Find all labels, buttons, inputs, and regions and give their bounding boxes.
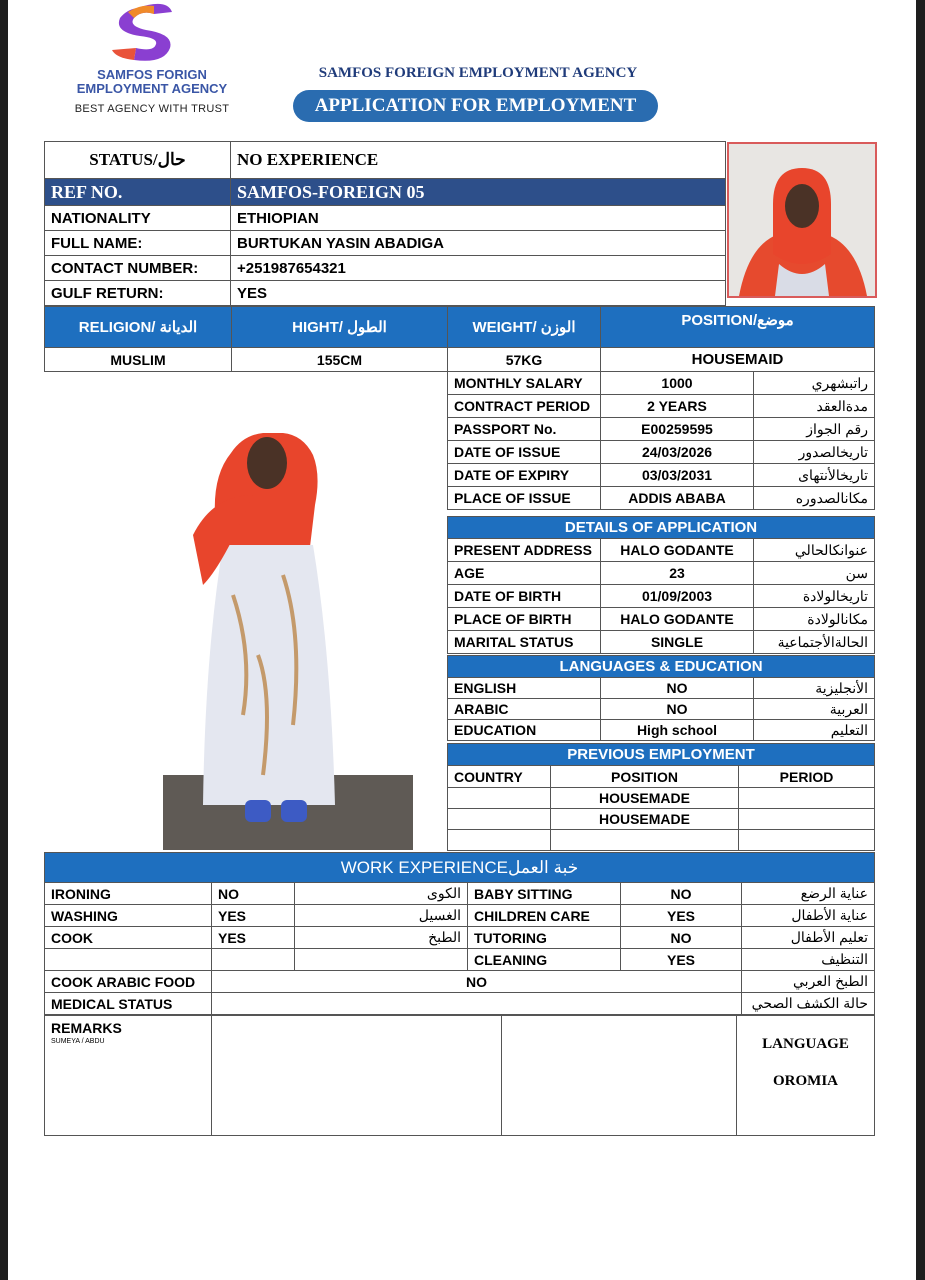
form-title: APPLICATION FOR EMPLOYMENT <box>293 90 658 122</box>
cook-arabic-ar: الطبخ العربي <box>742 971 875 993</box>
remarks-blank-2 <box>502 1016 737 1136</box>
prev-header-position: POSITION <box>551 766 739 788</box>
prev-country <box>448 809 551 830</box>
agency-name: SAMFOS FOREIGN EMPLOYMENT AGENCY <box>318 65 638 81</box>
previous-employment-row <box>448 788 875 809</box>
logo-line2: EMPLOYMENT AGENCY <box>76 81 228 96</box>
language-cell <box>737 1016 875 1136</box>
contact-label: CONTACT NUMBER: <box>45 256 231 281</box>
language-row <box>448 699 875 720</box>
prev-header-country: COUNTRY <box>448 766 551 788</box>
detail-row <box>448 441 875 464</box>
application-label: DATE OF BIRTH <box>448 585 601 608</box>
gulf-value: YES <box>231 281 726 306</box>
remarks-blank-1 <box>212 1016 502 1136</box>
work-l-ar: الغسيل <box>295 905 468 927</box>
contact-value: +251987654321 <box>231 256 726 281</box>
language-value: NO <box>601 699 754 720</box>
application-ar: الحالةالأجتماعية <box>754 631 875 654</box>
fullname-label: FULL NAME: <box>45 231 231 256</box>
detail-ar: تاريخالأنتهاى <box>754 464 875 487</box>
status-label: STATUS/حال <box>45 142 231 179</box>
work-r-value: NO <box>621 883 742 905</box>
ref-value: SAMFOS-FOREIGN 05 <box>231 179 726 206</box>
work-l-ar: الطبخ <box>295 927 468 949</box>
application-table <box>447 516 875 654</box>
previous-employment-row <box>448 830 875 851</box>
application-label: PLACE OF BIRTH <box>448 608 601 631</box>
work-row <box>45 949 875 971</box>
medical-ar: حالة الكشف الصحي <box>742 993 875 1015</box>
medical-value <box>212 993 742 1015</box>
work-section-title: WORK EXPERIENCEخبة العمل <box>45 853 875 883</box>
work-r-label: BABY SITTING <box>468 883 621 905</box>
work-l-label: WASHING <box>45 905 212 927</box>
application-page <box>8 0 916 1280</box>
detail-row <box>448 464 875 487</box>
work-l-value: YES <box>212 927 295 949</box>
logo-tagline: BEST AGENCY WITH TRUST <box>74 103 230 115</box>
ref-label: REF NO. <box>45 179 231 206</box>
application-row <box>448 631 875 654</box>
previous-employment-table <box>447 743 875 851</box>
remarks-note: SUMEYA / ABDU <box>51 1038 105 1045</box>
work-l-value: YES <box>212 905 295 927</box>
work-l-ar <box>295 949 468 971</box>
detail-value: 24/03/2026 <box>601 441 754 464</box>
religion-label: RELIGION/ الديانة <box>45 307 232 348</box>
detail-value: E00259595 <box>601 418 754 441</box>
work-l-value: NO <box>212 883 295 905</box>
languages-section-title: LANGUAGES & EDUCATION <box>448 656 875 678</box>
work-l-ar: الكوى <box>295 883 468 905</box>
work-r-label: TUTORING <box>468 927 621 949</box>
language-label: EDUCATION <box>448 720 601 741</box>
language-label: LANGUAGE <box>762 1036 849 1052</box>
remarks-cell <box>45 1016 212 1136</box>
application-ar: مكانالولادة <box>754 608 875 631</box>
detail-label: DATE OF EXPIRY <box>448 464 601 487</box>
work-r-value: YES <box>621 905 742 927</box>
previous-employment-row <box>448 809 875 830</box>
detail-ar: رقم الجواز <box>754 418 875 441</box>
application-row <box>448 539 875 562</box>
application-ar: تاريخالولادة <box>754 585 875 608</box>
applicant-portrait-photo <box>727 142 877 298</box>
cook-arabic-value: NO <box>212 971 742 993</box>
work-r-value: YES <box>621 949 742 971</box>
language-row <box>448 678 875 699</box>
application-label: AGE <box>448 562 601 585</box>
application-value: HALO GODANTE <box>601 608 754 631</box>
height-value: 155CM <box>232 348 448 372</box>
fullname-value: BURTUKAN YASIN ABADIGA <box>231 231 726 256</box>
work-experience-table <box>44 852 875 1015</box>
remarks-table <box>44 1015 875 1136</box>
work-r-ar: عناية الأطفال <box>742 905 875 927</box>
work-row <box>45 927 875 949</box>
language-value: NO <box>601 678 754 699</box>
detail-label: PLACE OF ISSUE <box>448 487 601 510</box>
religion-value: MUSLIM <box>45 348 232 372</box>
detail-ar: مكانالصدوره <box>754 487 875 510</box>
application-label: MARITAL STATUS <box>448 631 601 654</box>
prev-period <box>739 788 875 809</box>
prev-position: HOUSEMADE <box>551 809 739 830</box>
detail-label: MONTHLY SALARY <box>448 372 601 395</box>
work-r-ar: عناية الرضع <box>742 883 875 905</box>
detail-value: 03/03/2031 <box>601 464 754 487</box>
status-value: NO EXPERIENCE <box>231 142 726 179</box>
application-section-title: DETAILS OF APPLICATION <box>448 517 875 539</box>
prev-header-period: PERIOD <box>739 766 875 788</box>
languages-table <box>447 655 875 741</box>
detail-value: ADDIS ABABA <box>601 487 754 510</box>
detail-label: PASSPORT No. <box>448 418 601 441</box>
detail-label: DATE OF ISSUE <box>448 441 601 464</box>
application-ar: عنوانكالحالي <box>754 539 875 562</box>
application-value: HALO GODANTE <box>601 539 754 562</box>
work-r-label: CHILDREN CARE <box>468 905 621 927</box>
remarks-label: REMARKS <box>51 1020 122 1036</box>
attributes-table <box>44 306 875 372</box>
work-l-label: IRONING <box>45 883 212 905</box>
agency-logo <box>42 0 262 122</box>
prev-position <box>551 830 739 851</box>
prev-period <box>739 830 875 851</box>
detail-ar: تاريخالصدور <box>754 441 875 464</box>
cook-arabic-label: COOK ARABIC FOOD <box>45 971 212 993</box>
prev-period <box>739 809 875 830</box>
detail-row <box>448 487 875 510</box>
work-l-label: COOK <box>45 927 212 949</box>
logo-s-icon <box>42 0 262 68</box>
previous-section-title: PREVIOUS EMPLOYMENT <box>448 744 875 766</box>
applicant-full-body-photo <box>163 395 413 850</box>
detail-label: CONTRACT PERIOD <box>448 395 601 418</box>
logo-line1: SAMFOS FORIGN <box>97 67 207 82</box>
application-value: SINGLE <box>601 631 754 654</box>
work-l-value <box>212 949 295 971</box>
weight-value: 57KG <box>448 348 601 372</box>
work-row <box>45 905 875 927</box>
detail-ar: مدةالعقد <box>754 395 875 418</box>
detail-row <box>448 418 875 441</box>
work-row <box>45 883 875 905</box>
weight-label: WEIGHT/ الوزن <box>448 307 601 348</box>
language-row <box>448 720 875 741</box>
gulf-label: GULF RETURN: <box>45 281 231 306</box>
details-table <box>447 371 875 510</box>
application-label: PRESENT ADDRESS <box>448 539 601 562</box>
application-value: 01/09/2003 <box>601 585 754 608</box>
top-info-table <box>44 141 726 306</box>
prev-position: HOUSEMADE <box>551 788 739 809</box>
medical-label: MEDICAL STATUS <box>45 993 212 1015</box>
detail-value: 2 YEARS <box>601 395 754 418</box>
language-value: OROMIA <box>773 1073 838 1089</box>
application-row <box>448 562 875 585</box>
work-r-label: CLEANING <box>468 949 621 971</box>
language-ar: الأنجليزية <box>754 678 875 699</box>
nationality-label: NATIONALITY <box>45 206 231 231</box>
prev-country <box>448 830 551 851</box>
language-ar: التعليم <box>754 720 875 741</box>
language-label: ARABIC <box>448 699 601 720</box>
detail-row <box>448 372 875 395</box>
work-r-ar: تعليم الأطفال <box>742 927 875 949</box>
language-ar: العربية <box>754 699 875 720</box>
prev-country <box>448 788 551 809</box>
height-label: HIGHT/ الطول <box>232 307 448 348</box>
detail-ar: راتبشهري <box>754 372 875 395</box>
application-ar: سن <box>754 562 875 585</box>
nationality-value: ETHIOPIAN <box>231 206 726 231</box>
work-l-label <box>45 949 212 971</box>
language-label: ENGLISH <box>448 678 601 699</box>
application-row <box>448 585 875 608</box>
work-r-ar: التنظيف <box>742 949 875 971</box>
position-value: HOUSEMAID <box>601 348 875 372</box>
application-value: 23 <box>601 562 754 585</box>
application-row <box>448 608 875 631</box>
language-value: High school <box>601 720 754 741</box>
detail-value: 1000 <box>601 372 754 395</box>
work-r-value: NO <box>621 927 742 949</box>
position-label: POSITION/موضع <box>601 307 875 348</box>
detail-row <box>448 395 875 418</box>
